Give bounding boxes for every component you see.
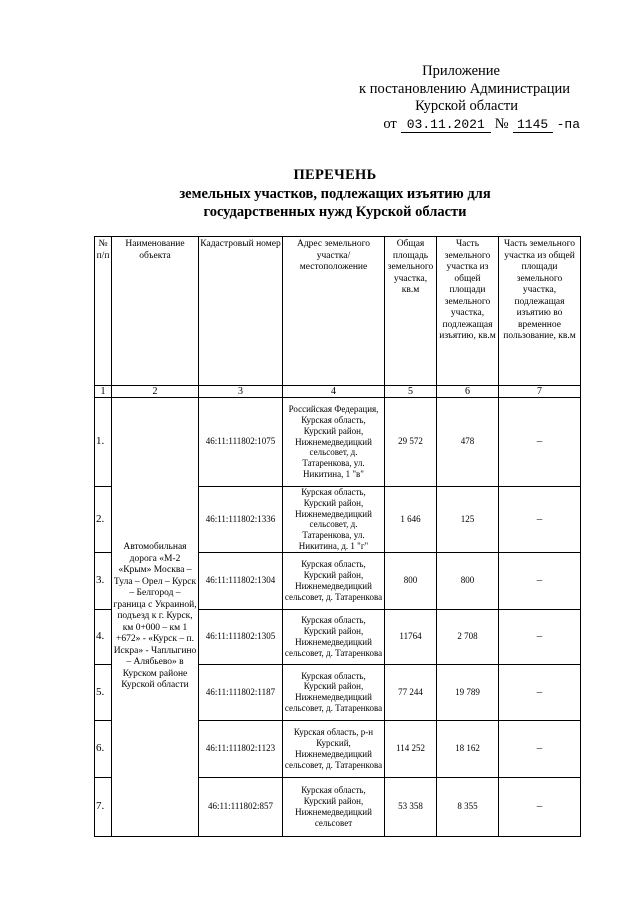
total-area: 77 244 — [385, 664, 437, 720]
temp-use-area: – — [499, 609, 581, 664]
temp-use-area: – — [499, 552, 581, 609]
column-number: 1 — [95, 386, 112, 398]
withdraw-area: 19 789 — [437, 664, 499, 720]
column-number: 2 — [112, 386, 199, 398]
plot-address: Курская область, Курский район, Нижнемедведицкий сельсовет — [283, 777, 385, 836]
cadastral-number: 46:11:111802:1075 — [199, 398, 283, 487]
withdraw-area: 800 — [437, 552, 499, 609]
temp-use-area: – — [499, 720, 581, 777]
plot-address: Курская область, Курский район, Нижнемедведицкий сельсовет, д. Татаренкова — [283, 552, 385, 609]
temp-use-area: – — [499, 664, 581, 720]
withdraw-area: 8 355 — [437, 777, 499, 836]
temp-use-area: – — [499, 487, 581, 553]
row-number: 1. — [95, 398, 112, 487]
row-number: 7. — [95, 777, 112, 836]
object-name: Автомобильная дорога «М-2 «Крым» Москва – Тула – Орел – Курск – Белгород – граница с Украиной, подъезд к г. Курск, км 0+000 – км 1 +672» - «Курск – п. Искра» - Чаплыгино – Алябьево» в Курском районе Курской области — [112, 398, 199, 837]
plot-address: Курская область, Курский район, Нижнемедведицкий сельсовет, д. Татаренкова, ул. Никитина, д. 1 "г" — [283, 487, 385, 553]
column-numbers-row — [95, 386, 581, 398]
withdraw-area: 478 — [437, 398, 499, 487]
appendix-title: Приложение — [422, 63, 500, 79]
column-number: 3 — [199, 386, 283, 398]
column-number: 4 — [283, 386, 385, 398]
row-number: 5. — [95, 664, 112, 720]
column-number: 5 — [385, 386, 437, 398]
header-address: Адрес земельного участка/ местоположение — [283, 237, 385, 386]
resolution-date: 03.11.2021 — [401, 117, 491, 133]
header-area: Общая площадь земельного участка, кв.м — [385, 237, 437, 386]
header-object: Наименование объекта — [112, 237, 199, 386]
withdraw-area: 125 — [437, 487, 499, 553]
table-header-row — [95, 237, 581, 386]
land-plots-table — [94, 236, 581, 837]
row-number: 6. — [95, 720, 112, 777]
total-area: 1 646 — [385, 487, 437, 553]
date-prefix: от — [383, 115, 397, 132]
plot-address: Российская Федерация, Курская область, Курский район, Нижнемедведицкий сельсовет, д. Татаренкова, ул. Никитина, 1 "в" — [283, 398, 385, 487]
title-line-1: ПЕРЕЧЕНЬ — [293, 167, 377, 183]
temp-use-area: – — [499, 777, 581, 836]
temp-use-area: – — [499, 398, 581, 487]
total-area: 114 252 — [385, 720, 437, 777]
plot-address: Курская область, Курский район, Нижнемедведицкий сельсовет, д. Татаренкова — [283, 609, 385, 664]
column-number: 6 — [437, 386, 499, 398]
document-title — [90, 166, 580, 222]
table-row — [95, 398, 581, 487]
appendix-block — [330, 63, 580, 133]
header-part-temp: Часть земельного участка из общей площади земельного участка, подлежащая изъятию во временное пользование, кв.м — [499, 237, 581, 386]
row-number: 3. — [95, 552, 112, 609]
appendix-date-line — [330, 116, 580, 134]
resolution-number: 1145 — [513, 117, 553, 133]
column-number: 7 — [499, 386, 581, 398]
withdraw-area: 18 162 — [437, 720, 499, 777]
header-part-withdraw: Часть земельного участка из общей площади земельного участка, подлежащая изъятию, кв.м — [437, 237, 499, 386]
row-number: 2. — [95, 487, 112, 553]
row-number: 4. — [95, 609, 112, 664]
header-cadastral: Кадастровый номер — [199, 237, 283, 386]
number-prefix: № — [494, 115, 509, 132]
total-area: 53 358 — [385, 777, 437, 836]
cadastral-number: 46:11:111802:857 — [199, 777, 283, 836]
appendix-resolution: к постановлению Администрации — [359, 80, 570, 97]
cadastral-number: 46:11:111802:1187 — [199, 664, 283, 720]
cadastral-number: 46:11:111802:1336 — [199, 487, 283, 553]
header-num: № п/п — [95, 237, 112, 386]
title-line-2: земельных участков, подлежащих изъятию для — [179, 185, 491, 202]
title-line-3: государственных нужд Курской области — [203, 204, 467, 220]
cadastral-number: 46:11:111802:1304 — [199, 552, 283, 609]
appendix-region: Курской области — [415, 98, 518, 114]
plot-address: Курская область, р-н Курский, Нижнемедведицкий сельсовет, д. Татаренкова — [283, 720, 385, 777]
cadastral-number: 46:11:111802:1305 — [199, 609, 283, 664]
total-area: 29 572 — [385, 398, 437, 487]
plot-address: Курская область, Курский район, Нижнемедведицкий сельсовет, д. Татаренкова — [283, 664, 385, 720]
withdraw-area: 2 708 — [437, 609, 499, 664]
total-area: 11764 — [385, 609, 437, 664]
resolution-number-suffix: -па — [556, 116, 580, 132]
cadastral-number: 46:11:111802:1123 — [199, 720, 283, 777]
total-area: 800 — [385, 552, 437, 609]
